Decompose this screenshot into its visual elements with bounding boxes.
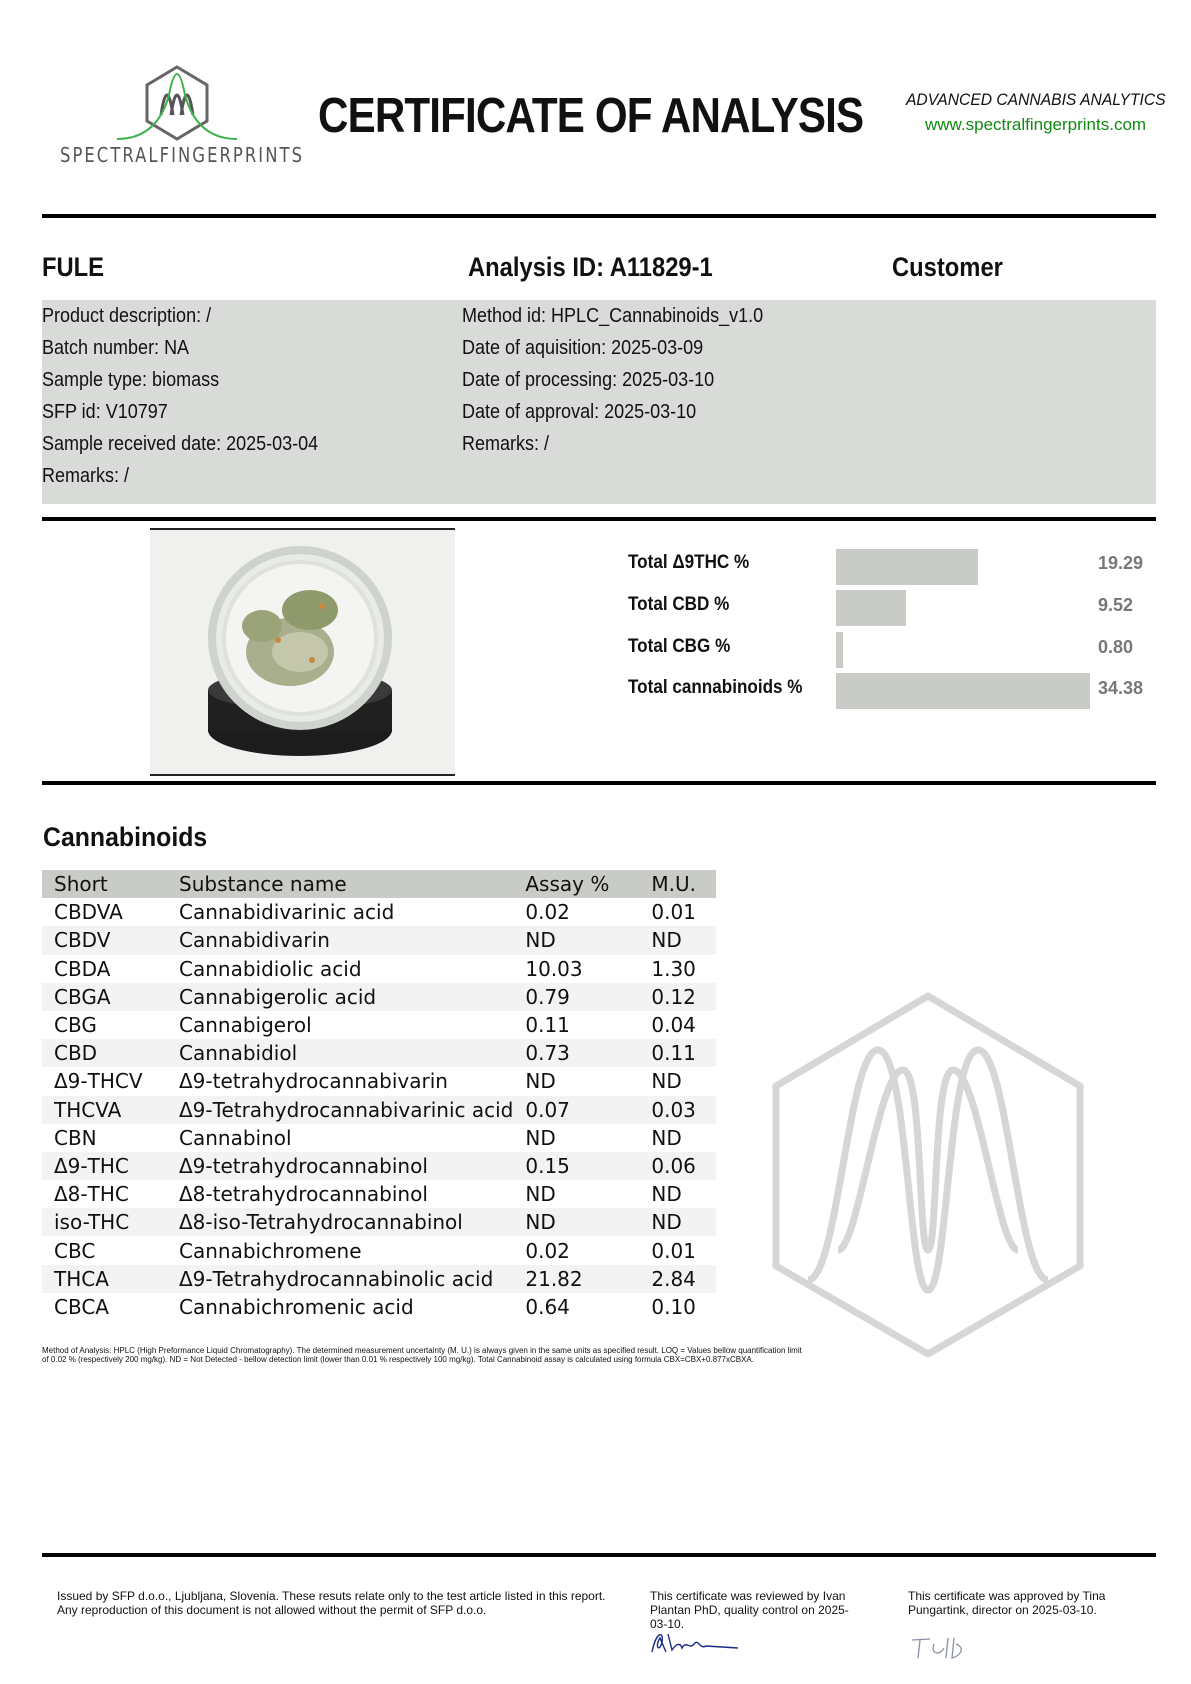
column-header: Short (54, 872, 108, 897)
watermark-logo (768, 990, 1088, 1360)
mu-cell: ND (651, 1210, 682, 1235)
assay-cell: ND (525, 1069, 556, 1094)
mu-cell: ND (651, 928, 682, 953)
sample-name: FULE (42, 252, 105, 282)
assay-cell: 21.82 (525, 1266, 583, 1291)
mu-cell: 0.12 (651, 984, 696, 1009)
short-name-cell: THCA (54, 1266, 109, 1291)
company-tagline: ADVANCED CANNABIS ANALYTICS (906, 90, 1166, 109)
table-row (42, 1039, 716, 1067)
short-name-cell: CBC (54, 1238, 96, 1263)
assay-cell: ND (525, 1125, 556, 1150)
table-row (42, 1265, 716, 1293)
total-cbg-value: 0.80 (1098, 637, 1134, 657)
total-cannabinoids-value: 34.38 (1098, 678, 1144, 698)
assay-cell: ND (525, 1182, 556, 1207)
column-header: Assay % (525, 872, 610, 897)
company-website-link[interactable]: www.spectralfingerprints.com (925, 115, 1147, 134)
assay-cell: 0.15 (525, 1153, 570, 1178)
assay-cell: ND (525, 1210, 556, 1235)
short-name-cell: Δ9-THC (54, 1153, 129, 1178)
reviewer-signature (650, 1628, 740, 1658)
total-cbd-value: 9.52 (1098, 595, 1134, 615)
short-name-cell: iso-THC (54, 1210, 130, 1235)
assay-cell: 10.03 (525, 956, 583, 981)
customer-label: Customer (892, 252, 1003, 282)
substance-name-cell: Cannabichromenic acid (179, 1294, 414, 1319)
sample-info-panel (42, 300, 1156, 504)
substance-name-cell: Δ9-tetrahydrocannabinol (179, 1153, 428, 1178)
cannabinoids-heading: Cannabinoids (43, 822, 208, 852)
date-of-approval: Date of approval: 2025-03-10 (462, 401, 697, 423)
summary-divider (42, 781, 1156, 785)
date-of-processing: Date of processing: 2025-03-10 (462, 369, 715, 391)
mu-cell: 0.01 (651, 900, 696, 925)
table-row (42, 1067, 716, 1095)
substance-name-cell: Cannabigerol (179, 1013, 312, 1038)
table-header-row (42, 870, 716, 898)
sfp-id: SFP id: V10797 (42, 401, 168, 423)
total-cannabinoids-label: Total cannabinoids % (628, 677, 803, 698)
approved-statement: This certificate was approved by Tina Pungartink, director on 2025-03-10. (908, 1589, 1106, 1617)
footer-divider (42, 1553, 1156, 1557)
table-row (42, 1293, 716, 1321)
total-cbd-label: Total CBD % (628, 594, 730, 615)
short-name-cell: Δ8-THC (54, 1182, 129, 1207)
assay-cell: 0.02 (525, 1238, 570, 1263)
sample-received-date: Sample received date: 2025-03-04 (42, 433, 319, 455)
total-cbd-bar (836, 590, 906, 626)
total-thc-label: Total Δ9THC % (628, 552, 750, 573)
short-name-cell: CBD (54, 1041, 98, 1066)
table-row (42, 1124, 716, 1152)
header-divider (42, 214, 1156, 218)
total-cbg-bar (836, 632, 843, 668)
remarks-left: Remarks: / (42, 465, 130, 487)
substance-name-cell: Δ9-tetrahydrocannabivarin (179, 1069, 448, 1094)
cannabinoids-table (42, 870, 716, 1321)
short-name-cell: Δ9-THCV (54, 1069, 143, 1094)
table-row (42, 1011, 716, 1039)
substance-name-cell: Δ9-Tetrahydrocannabinolic acid (179, 1266, 494, 1291)
table-row (42, 1152, 716, 1180)
logo-wordmark: SPECTRALFINGERPRINTS (60, 143, 305, 167)
approver-signature (910, 1634, 980, 1664)
table-row (42, 926, 716, 954)
assay-cell: 0.73 (525, 1041, 570, 1066)
substance-name-cell: Cannabinol (179, 1125, 292, 1150)
assay-cell: 0.11 (525, 1013, 570, 1038)
short-name-cell: CBG (54, 1013, 97, 1038)
substance-name-cell: Δ8-tetrahydrocannabinol (179, 1182, 428, 1207)
sample-type: Sample type: biomass (42, 369, 220, 391)
info-divider (42, 517, 1156, 521)
substance-name-cell: Cannabidivarin (179, 928, 330, 953)
mu-cell: 0.10 (651, 1294, 696, 1319)
substance-name-cell: Cannabidiolic acid (179, 956, 362, 981)
total-thc-bar (836, 549, 978, 585)
mu-cell: 1.30 (651, 956, 696, 981)
analysis-id: Analysis ID: A11829-1 (468, 252, 713, 282)
short-name-cell: CBGA (54, 984, 111, 1009)
short-name-cell: THCVA (54, 1097, 122, 1122)
short-name-cell: CBDV (54, 928, 111, 953)
assay-cell: ND (525, 928, 556, 953)
substance-name-cell: Cannabidiol (179, 1041, 298, 1066)
date-of-acquisition: Date of aquisition: 2025-03-09 (462, 337, 704, 359)
method-id: Method id: HPLC_Cannabinoids_v1.0 (462, 305, 764, 327)
column-header: M.U. (651, 872, 696, 897)
mu-cell: 0.06 (651, 1153, 696, 1178)
method-note: Method of Analysis: HPLC (High Preformance Liquid Chromatography). The determined measurement uncertainty (M. U.) is always given in the same units as specified result. LOQ = Values bellow quantification limit of 0.02 % (respectively 200 mg/kg). ND = Not Detected - bellow detection limit (lower than 0.01 % respectively 100 mg/kg). Total Cannabinoid assay is calculated using formula CBX=CBX+0.877xCBXA. (42, 1346, 802, 1364)
total-cannabinoids-bar (836, 673, 1090, 709)
mu-cell: ND (651, 1069, 682, 1094)
issued-statement: Issued by SFP d.o.o., Ljubljana, Slovenia. These resuts relate only to the test article listed in this report. Any reproduction of this document is not allowed without the permit of SFP d.o.o. (57, 1589, 606, 1617)
product-photo (150, 528, 455, 776)
table-row (42, 1208, 716, 1236)
reviewed-statement: This certificate was reviewed by Ivan Plantan PhD, quality control on 2025-03-10. (650, 1589, 849, 1631)
mu-cell: 0.01 (651, 1238, 696, 1263)
mu-cell: ND (651, 1182, 682, 1207)
short-name-cell: CBN (54, 1125, 97, 1150)
short-name-cell: CBDVA (54, 900, 123, 925)
assay-cell: 0.07 (525, 1097, 570, 1122)
mu-cell: ND (651, 1125, 682, 1150)
substance-name-cell: Cannabichromene (179, 1238, 362, 1263)
substance-name-cell: Cannabigerolic acid (179, 984, 377, 1009)
batch-number: Batch number: NA (42, 337, 190, 359)
document-title: CERTIFICATE OF ANALYSIS (318, 89, 864, 143)
mu-cell: 0.03 (651, 1097, 696, 1122)
table-row (42, 1096, 716, 1124)
assay-cell: 0.02 (525, 900, 570, 925)
short-name-cell: CBDA (54, 956, 111, 981)
column-header: Substance name (179, 872, 347, 897)
substance-name-cell: Cannabidivarinic acid (179, 900, 395, 925)
table-row (42, 955, 716, 983)
total-thc-value: 19.29 (1098, 553, 1144, 573)
substance-name-cell: Δ8-iso-Tetrahydrocannabinol (179, 1210, 463, 1235)
substance-name-cell: Δ9-Tetrahydrocannabivarinic acid (179, 1097, 514, 1122)
remarks-right: Remarks: / (462, 433, 550, 455)
mu-cell: 0.04 (651, 1013, 696, 1038)
total-cbg-label: Total CBG % (628, 636, 731, 657)
table-row (42, 1236, 716, 1264)
short-name-cell: CBCA (54, 1294, 109, 1319)
assay-cell: 0.64 (525, 1294, 570, 1319)
mu-cell: 0.11 (651, 1041, 696, 1066)
assay-cell: 0.79 (525, 984, 570, 1009)
product-description: Product description: / (42, 305, 212, 327)
table-row (42, 1180, 716, 1208)
table-row (42, 898, 716, 926)
table-row (42, 983, 716, 1011)
mu-cell: 2.84 (651, 1266, 696, 1291)
